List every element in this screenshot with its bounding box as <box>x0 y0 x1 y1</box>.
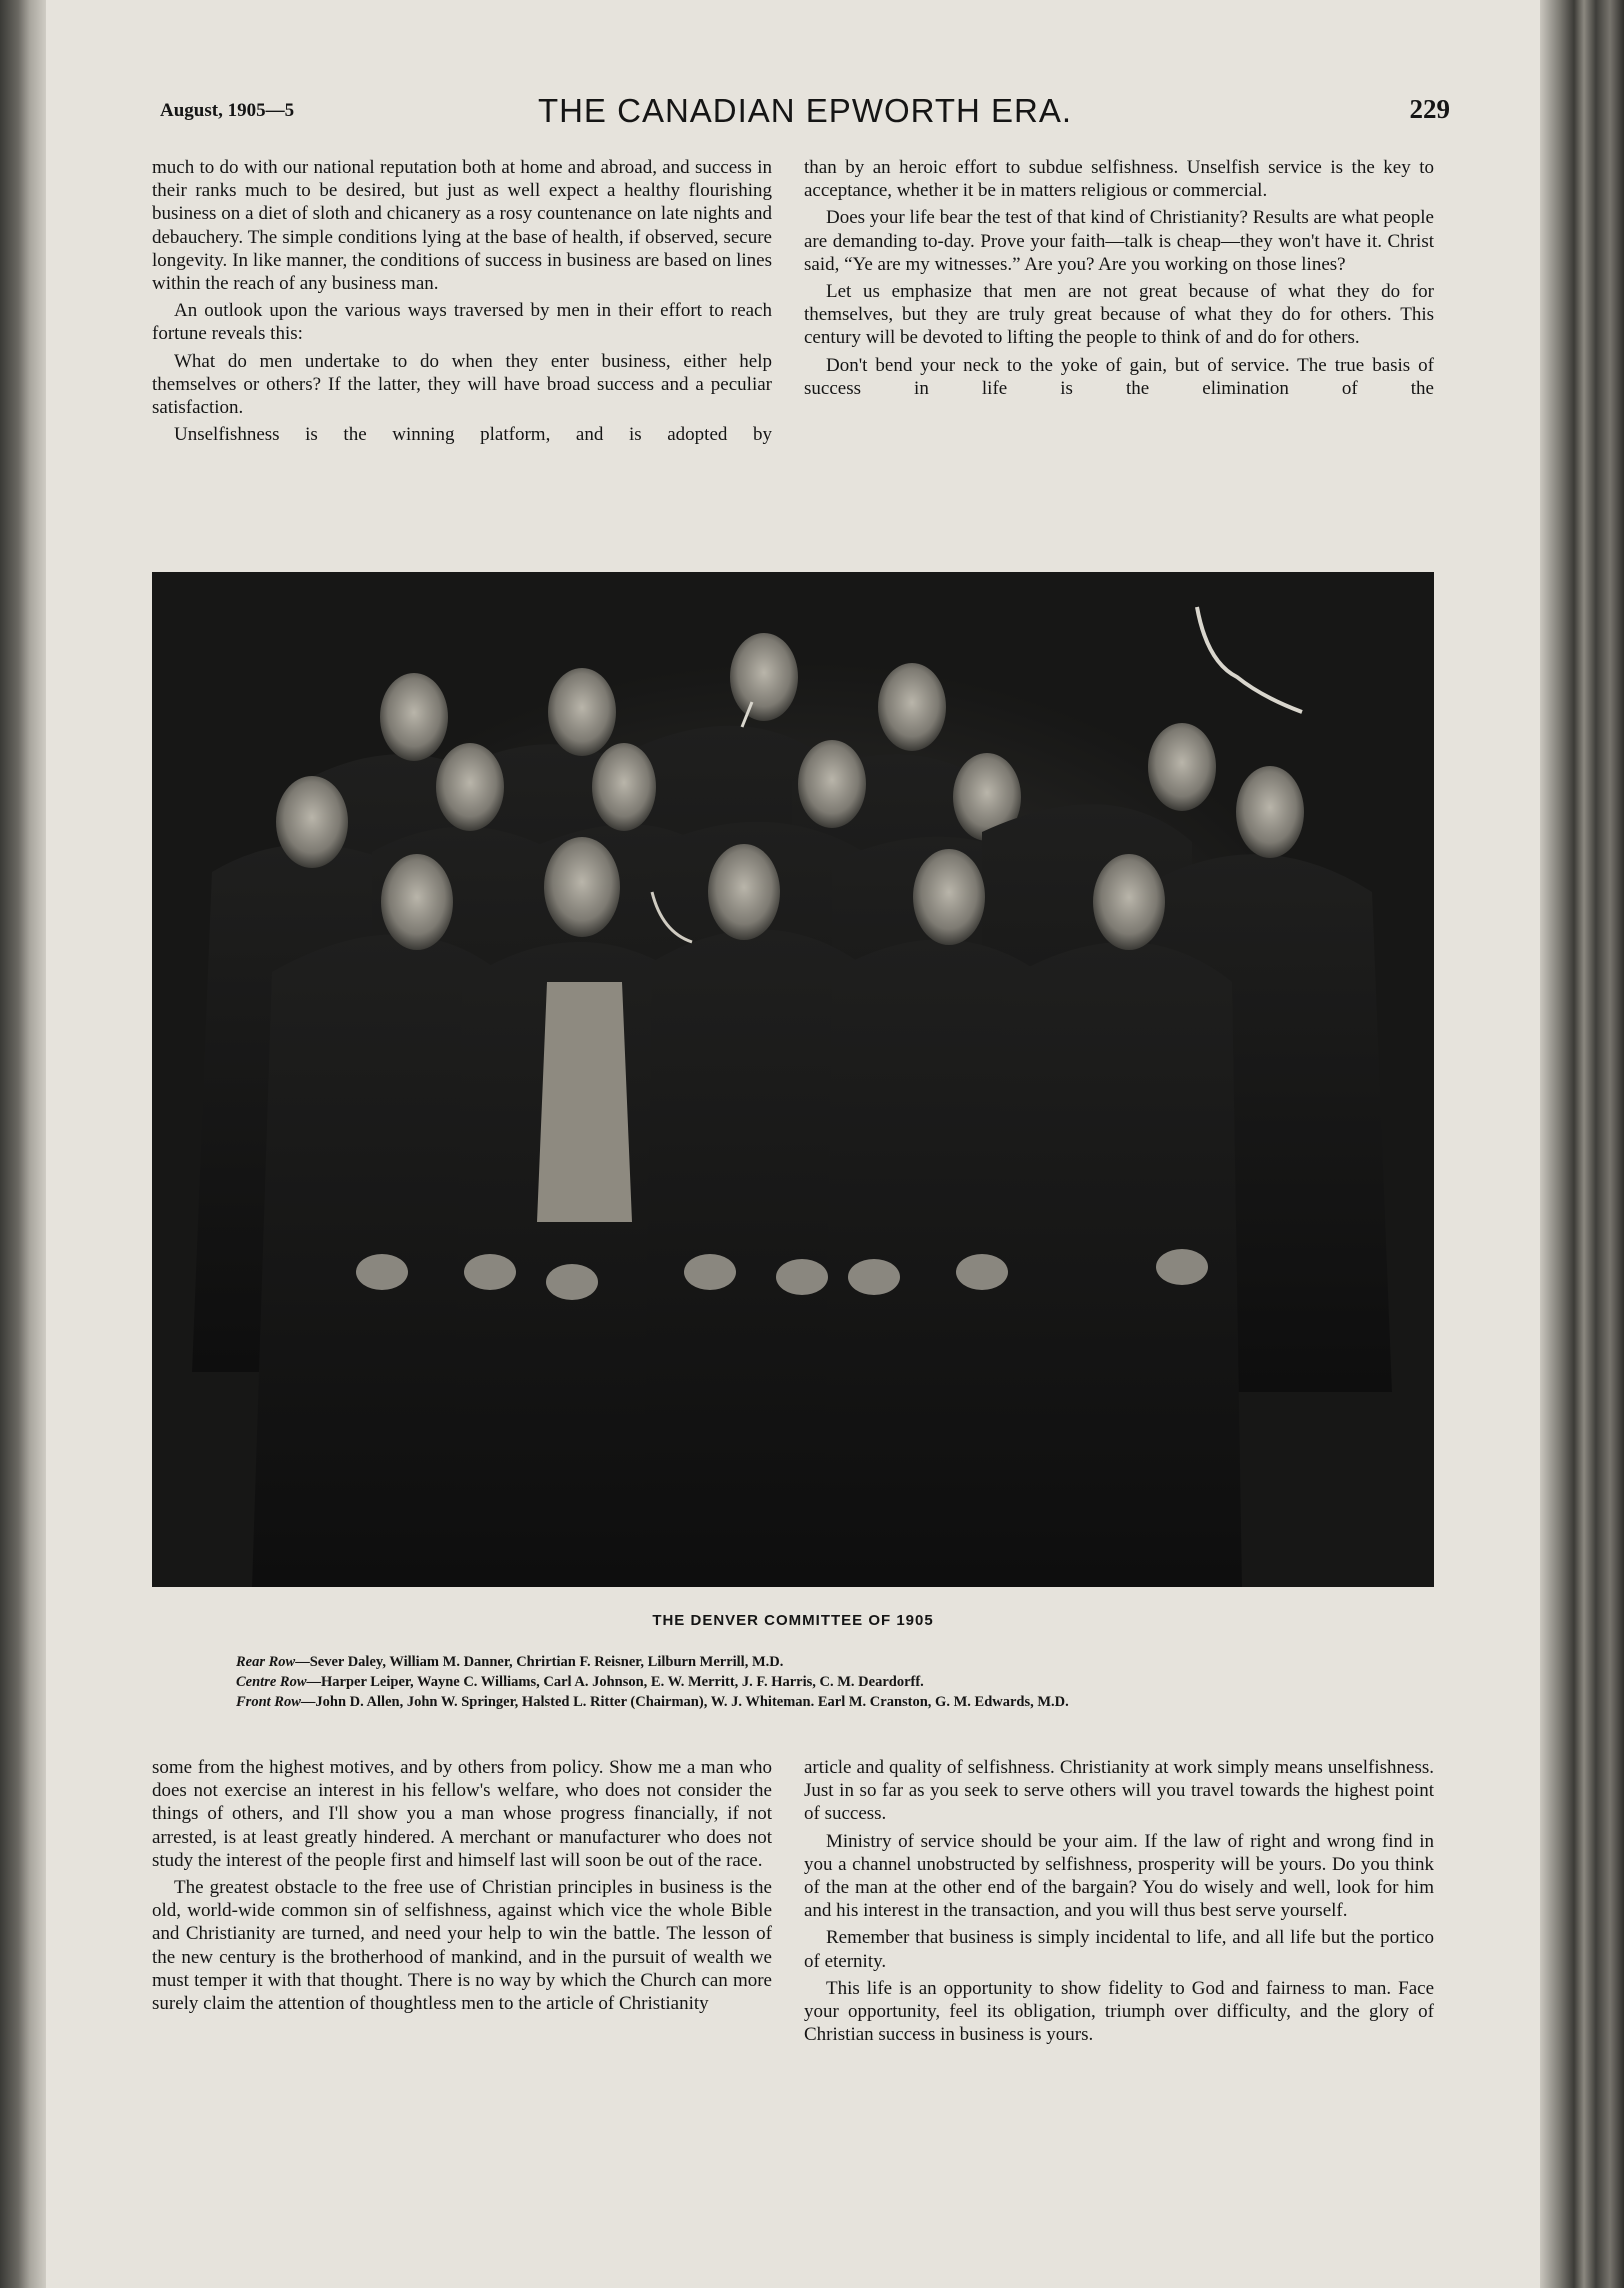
photo-caption-title: THE DENVER COMMITTEE OF 1905 <box>652 1612 934 1629</box>
paragraph: Let us emphasize that men are not great because of what they do for themselves, but they are truly great because of what they do for others. This century will be devoted to lifting the people to think of and do for others. <box>804 281 1434 349</box>
book-spine-left <box>0 0 46 2288</box>
group-photograph <box>152 572 1434 1587</box>
row-names: —Harper Leiper, Wayne C. Williams, Carl A. Johnson, E. W. Merritt, J. F. Harris, C. M. Deardorff. <box>306 1674 924 1690</box>
magazine-title: THE CANADIAN EPWORTH ERA. <box>537 92 1073 129</box>
paragraph: Don't bend your neck to the yoke of gain, but of service. The true basis of success in life is the elimination of the <box>804 354 1434 399</box>
running-head <box>160 92 1450 132</box>
bottom-right-column <box>804 1756 1434 2046</box>
paragraph: Unselfishness is the winning platform, and is adopted by <box>174 424 772 446</box>
paragraph: Ministry of service should be your aim. If the law of right and wrong find in you a channel unobstructed by selfishness, prosperity will be yours. Do you think of the man at the other end of the bargain? You do wisely and well, look for him and his interest in the transaction, and you will thus best serve yourself. <box>804 1830 1434 1922</box>
row-label: Centre Row <box>236 1674 307 1690</box>
group-photo-figures <box>152 572 1434 1587</box>
page-number: 229 <box>1409 94 1450 124</box>
caption-front-row <box>236 1692 1436 1712</box>
paragraph: An outlook upon the various ways traversed by men in their effort to reach fortune reveals this: <box>152 300 772 345</box>
paragraph: Remember that business is simply incidental to life, and all life but the portico of eternity. <box>804 1927 1434 1972</box>
row-names: —John D. Allen, John W. Springer, Halsted L. Ritter (Chairman), W. J. Whiteman. Earl M. Cranston, G. M. Edwards, M.D. <box>300 1694 1069 1710</box>
paragraph: The greatest obstacle to the free use of Christian principles in business is the old, world-wide common sin of selfishness, against which vice the whole Bible and Christianity are turned, and need your help to win the battle. The lesson of the new century is the brotherhood of mankind, and in the pursuit of wealth we must temper it with that thought. There is no way by which the Church can more surely claim the attention of thoughtless men to the article of Christianity <box>152 1877 772 2015</box>
issue-date: August, 1905—5 <box>160 100 295 121</box>
row-label: Rear Row <box>236 1654 296 1670</box>
row-label: Front Row <box>236 1694 301 1710</box>
photo-caption-names <box>236 1652 1436 1712</box>
paragraph: What do men undertake to do when they enter business, either help themselves or others? If the latter, they will have broad success and a peculiar satisfaction. <box>152 350 772 419</box>
paragraph: than by an heroic effort to subdue selfishness. Unselfish service is the key to acceptance, whether it be in matters religious or commercial. <box>804 157 1434 202</box>
top-right-column <box>804 156 1434 400</box>
paragraph: This life is an opportunity to show fidelity to God and fairness to man. Face your opportunity, feel its obligation, triumph over difficulty, and the glory of Christian success in business is yours. <box>804 1977 1434 2046</box>
front-row-figures <box>252 837 1242 1587</box>
paragraph: Does your life bear the test of that kind of Christianity? Results are what people are demanding to-day. Prove your faith—talk is cheap—they won't have it. Christ said, “Ye are my witnesses.” Are you? Are you working on those lines? <box>804 207 1434 275</box>
book-page-edges-right <box>1540 0 1624 2288</box>
caption-centre-row <box>236 1672 1436 1692</box>
bottom-left-column <box>152 1756 772 2015</box>
caption-rear-row <box>236 1652 1436 1672</box>
paragraph: some from the highest motives, and by others from policy. Show me a man who does not exercise an interest in his fellow's welfare, who does not consider the things of others, and I'll show you a man whose progress financially, if not arrested, is at least greatly hindered. A merchant or manufacturer who does not study the interest of the people first and himself last will soon be out of the race. <box>152 1757 772 1871</box>
row-names: —Sever Daley, William M. Danner, Chrirtian F. Reisner, Lilburn Merrill, M.D. <box>295 1654 784 1670</box>
paragraph: much to do with our national reputation both at home and abroad, and success in their ranks much to be desired, but just as well expect a healthy flourishing business on a diet of sloth and chicanery as a rosy countenance on late nights and debauchery. The simple conditions lying at the base of health, if observed, secure longevity. In like manner, the conditions of success in business are based on lines within the reach of any business man. <box>152 157 772 295</box>
top-left-column <box>152 156 772 446</box>
paragraph: article and quality of selfishness. Christianity at work simply means unselfishness. Just in so far as you seek to serve others will you travel towards the highest point of success. <box>804 1757 1434 1825</box>
